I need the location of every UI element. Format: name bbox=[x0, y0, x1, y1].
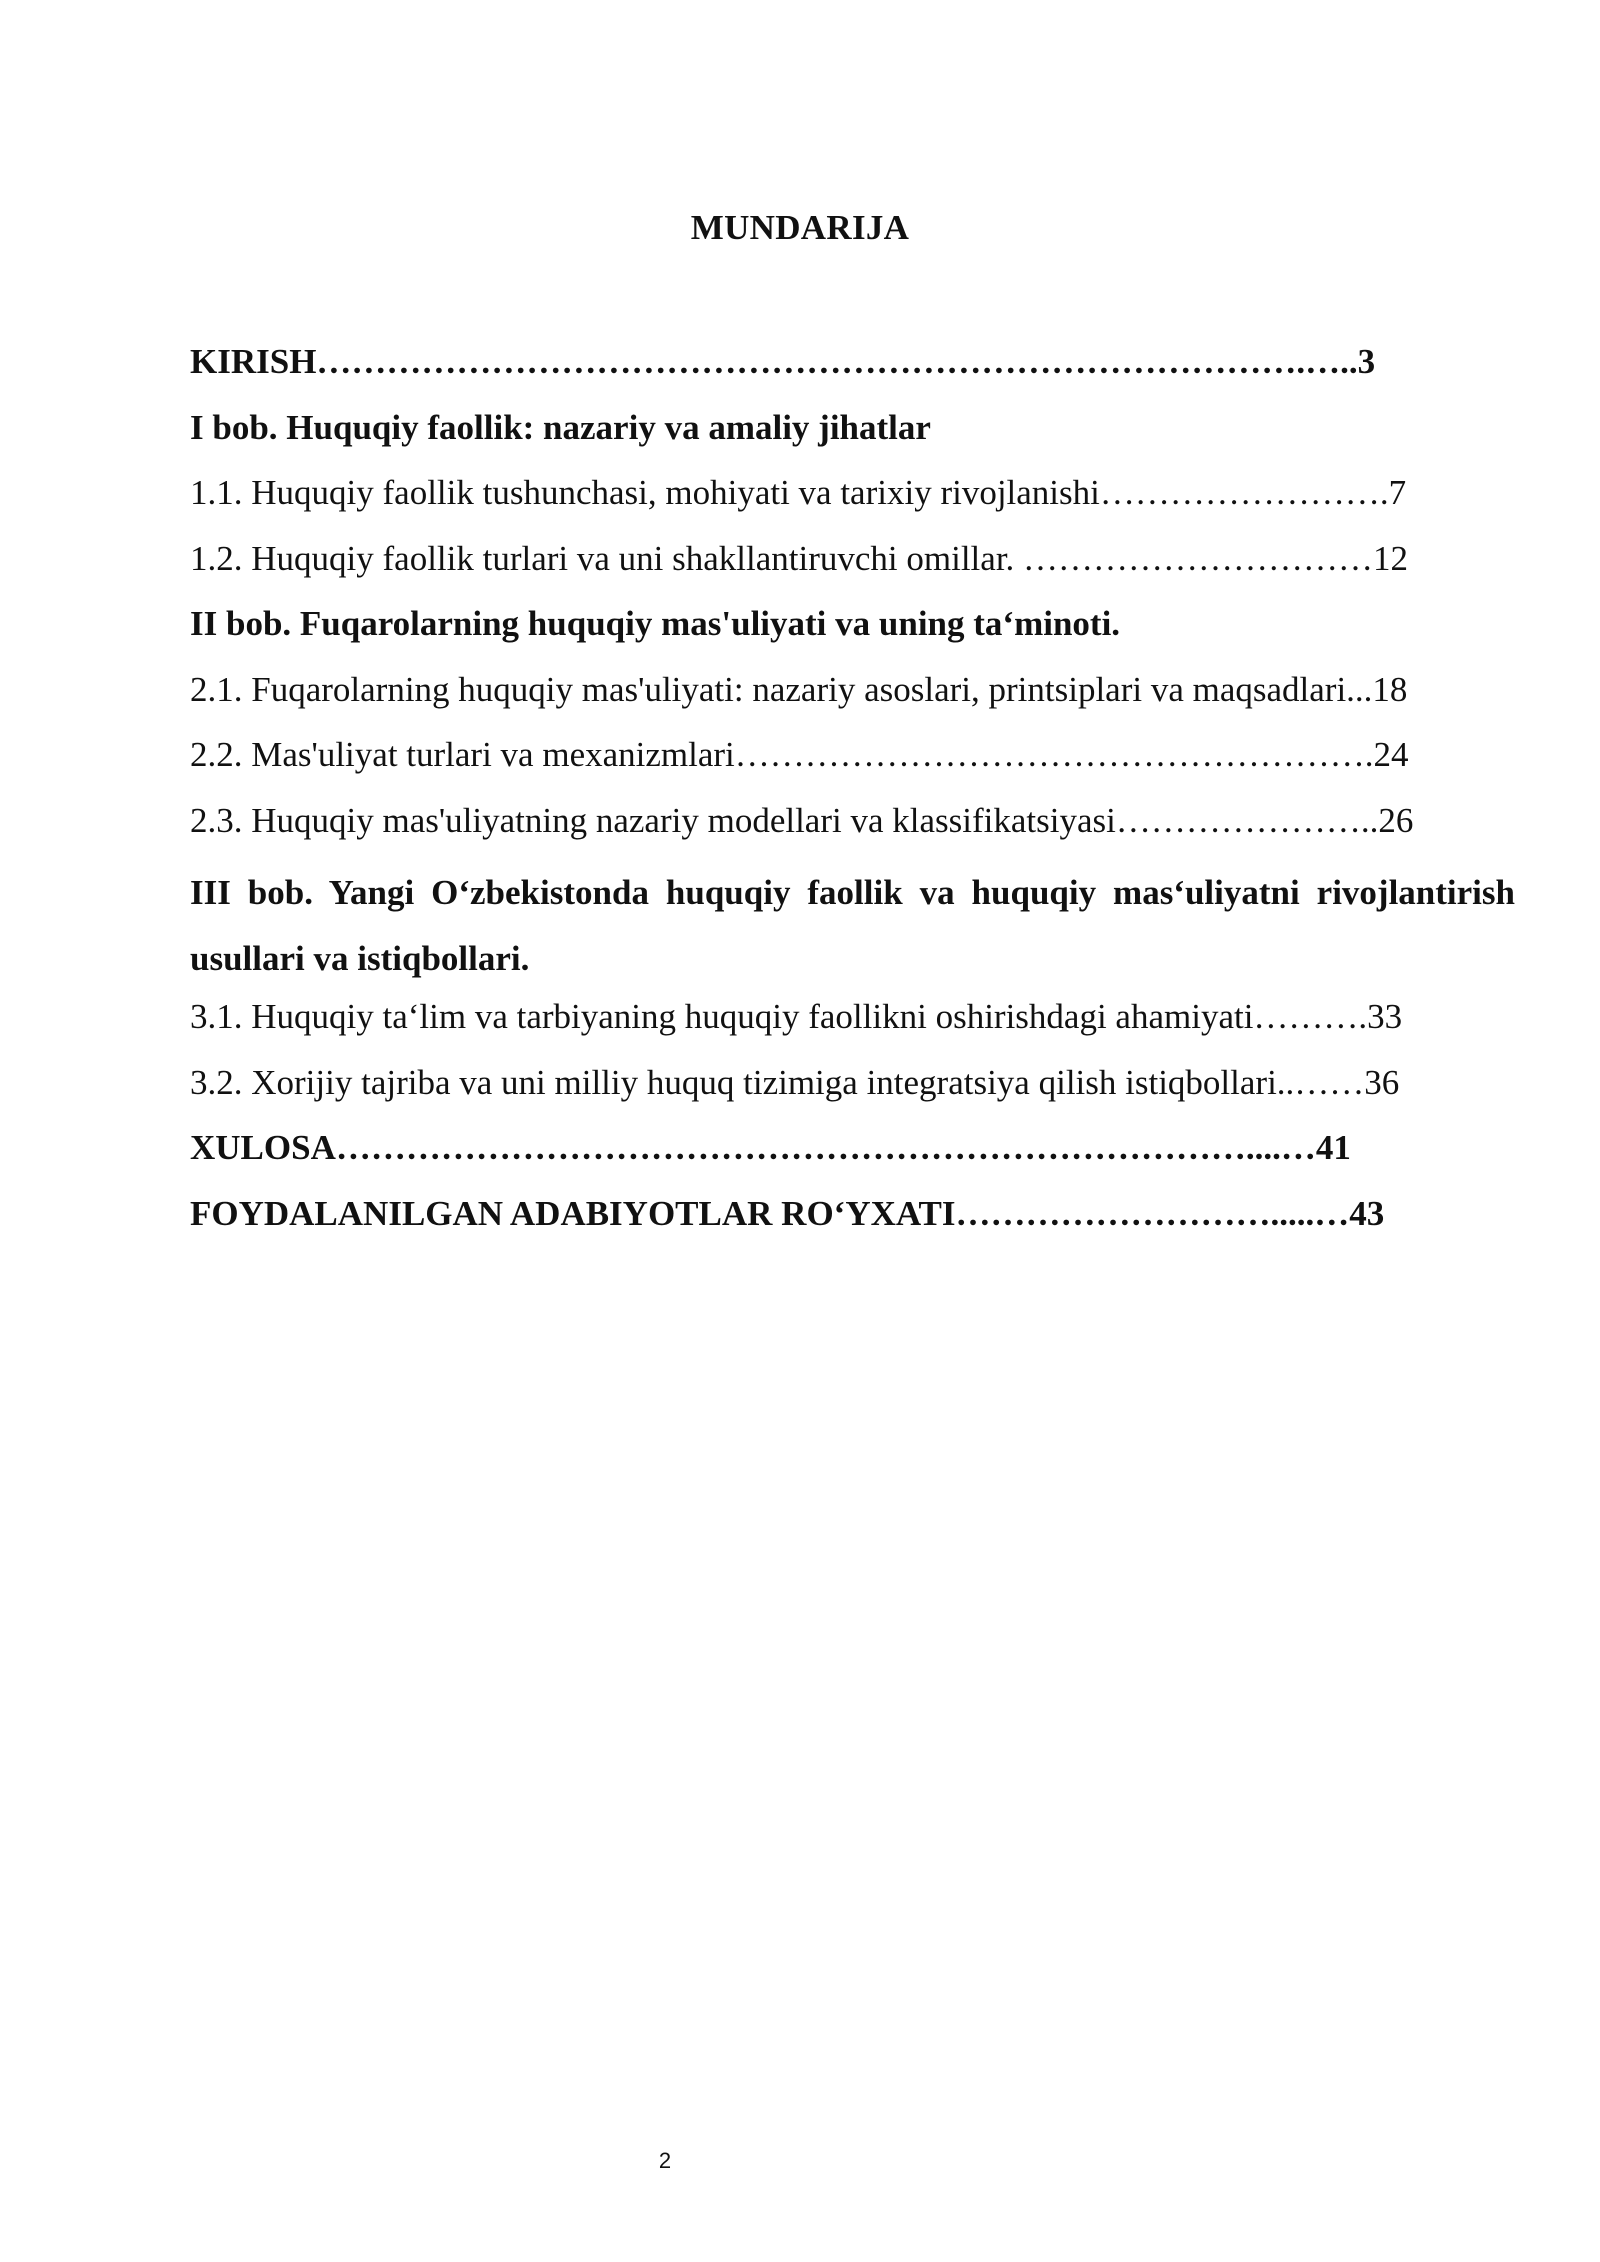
toc-entry-3-1[interactable]: 3.1. Huquqiy ta‘lim va tarbiyaning huquqiy faollikni oshirishdagi ahamiyati……….33 bbox=[190, 997, 1403, 1036]
toc-entry-bibliography[interactable]: FOYDALANILGAN ADABIYOTLAR RO‘YXATI……………………….....…43 bbox=[190, 1193, 1385, 1233]
toc-chapter-1-heading[interactable]: I bob. Huquqiy faollik: nazariy va amaliy jihatlar bbox=[190, 407, 931, 447]
toc-chapter-2-heading[interactable]: II bob. Fuqarolarning huquqiy mas'uliyati va uning ta‘minoti. bbox=[190, 604, 1121, 643]
toc-entry-3-2[interactable]: 3.2. Xorijiy tajriba va uni milliy huquq tizimiga integratsiya qilish istiqbollari..……36 bbox=[190, 1062, 1400, 1102]
toc-entry-2-2[interactable]: 2.2. Mas'uliyat turlari va mexanizmlari……………………………………………….24 bbox=[190, 735, 1409, 774]
table-of-contents bbox=[190, 336, 1515, 1253]
toc-entry-1-1[interactable]: 1.1. Huquqiy faollik tushunchasi, mohiyati va tarixiy rivojlanishi…………………….7 bbox=[190, 473, 1407, 512]
toc-entry-1-2[interactable]: 1.2. Huquqiy faollik turlari va uni shakllantiruvchi omillar. …………………………12 bbox=[190, 538, 1409, 578]
toc-entry-conclusion[interactable]: XULOSA……………………………………………………………………....…41 bbox=[190, 1128, 1351, 1167]
toc-entry-introduction[interactable]: KIRISH………………………………………………………………………….…..3 bbox=[190, 342, 1376, 381]
page-title: MUNDARIJA bbox=[690, 208, 910, 247]
toc-entry-2-3[interactable]: 2.3. Huquqiy mas'uliyatning nazariy modellari va klassifikatsiyasi…………………..26 bbox=[190, 800, 1414, 840]
page-number: 2 bbox=[658, 2148, 672, 2173]
toc-entry-2-1[interactable]: 2.1. Fuqarolarning huquqiy mas'uliyati: nazariy asoslari, printsiplari va maqsadlari...18 bbox=[190, 669, 1408, 709]
toc-chapter-3-heading[interactable]: III bob. Yangi O‘zbekistonda huquqiy faollik va huquqiy mas‘uliyatni rivojlantirish usullari va istiqbollari. bbox=[190, 873, 1515, 978]
